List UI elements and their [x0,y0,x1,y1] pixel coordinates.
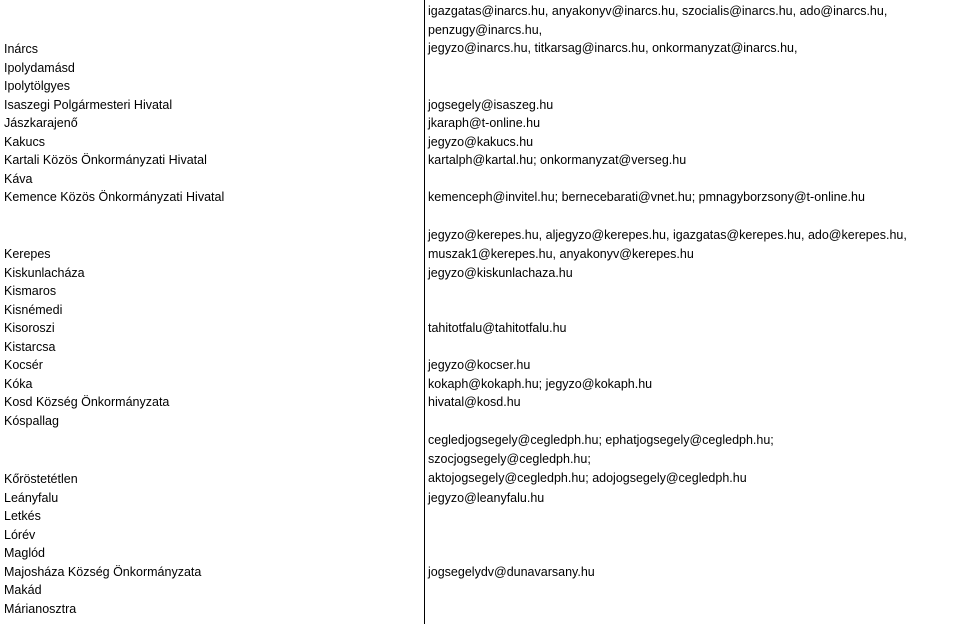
email-cell: aktojogsegely@cegledph.hu; adojogsegely@cegledph.hu [428,470,747,485]
email-cell: tahitotfalu@tahitotfalu.hu [428,321,567,335]
name-cell: Ipolydamásd [4,60,75,75]
name-cell: Majosháza Község Önkormányzata [4,564,202,579]
name-cell: Jászkarajenő [4,116,78,130]
email-cell: muszak1@kerepes.hu, anyakonyv@kerepes.hu [428,246,694,261]
email-cell: kemenceph@invitel.hu; bernecebarati@vnet.hu; pmnagyborzsony@t-online.hu [428,190,865,204]
name-cell: Kismaros [4,284,57,298]
name-cell: Kartali Közös Önkormányzati Hivatal [4,153,207,167]
email-cell: jegyzo@kakucs.hu [428,134,534,149]
name-cell: Leányfalu [4,490,59,505]
name-cell: Kóka [4,376,33,391]
email-cell: jkaraph@t-online.hu [428,116,541,130]
name-cell: Inárcs [4,42,39,56]
email-cell: kokaph@kokaph.hu; jegyzo@kokaph.hu [428,376,653,391]
name-cell: Márianosztra [4,601,77,616]
name-cell: Ipolytölgyes [4,79,71,93]
name-cell: Kistarcsa [4,339,56,354]
name-cell: Maglód [4,546,45,560]
email-cell: hivatal@kosd.hu [428,395,521,409]
name-cell: Kerepes [4,247,51,261]
email-cell: cegledjogsegely@cegledph.hu; ephatjogsegely@cegledph.hu; [428,433,774,447]
name-cell: Káva [4,171,33,186]
name-cell: Kocsér [4,358,43,372]
name-cell: Makád [4,583,42,597]
email-cell: penzugy@inarcs.hu, [428,22,543,37]
email-cell: jegyzo@kiskunlachaza.hu [428,265,573,280]
email-cell: jegyzo@kerepes.hu, aljegyzo@kerepes.hu, igazgatas@kerepes.hu, ado@kerepes.hu, [428,228,907,242]
email-cell: jogsegelydv@dunavarsany.hu [428,564,595,579]
name-cell: Kőröstetétlen [4,472,78,486]
email-cell: kartalph@kartal.hu; onkormanyzat@verseg.hu [428,153,687,167]
email-cell: szocjogsegely@cegledph.hu; [428,451,591,466]
name-cell: Kiskunlacháza [4,265,85,280]
name-cell: Kisoroszi [4,321,55,335]
email-cell: jogsegely@isaszeg.hu [428,97,554,112]
name-cell: Isaszegi Polgármesteri Hivatal [4,97,173,112]
name-cell: Letkés [4,509,41,523]
email-cell: igazgatas@inarcs.hu, anyakonyv@inarcs.hu, szocialis@inarcs.hu, ado@inarcs.hu, [428,4,888,18]
name-cell: Kemence Közös Önkormányzati Hivatal [4,190,225,204]
name-cell: Lórév [4,527,36,542]
name-cell: Kóspallag [4,413,59,428]
name-cell: Kisnémedi [4,302,63,317]
email-cell: jegyzo@kocser.hu [428,358,531,372]
email-cell: jegyzo@inarcs.hu, titkarsag@inarcs.hu, onkormanyzat@inarcs.hu, [428,41,798,55]
column-divider [424,0,425,624]
name-cell: Kosd Község Önkormányzata [4,395,170,409]
email-cell: jegyzo@leanyfalu.hu [428,490,545,505]
name-cell: Kakucs [4,134,45,149]
